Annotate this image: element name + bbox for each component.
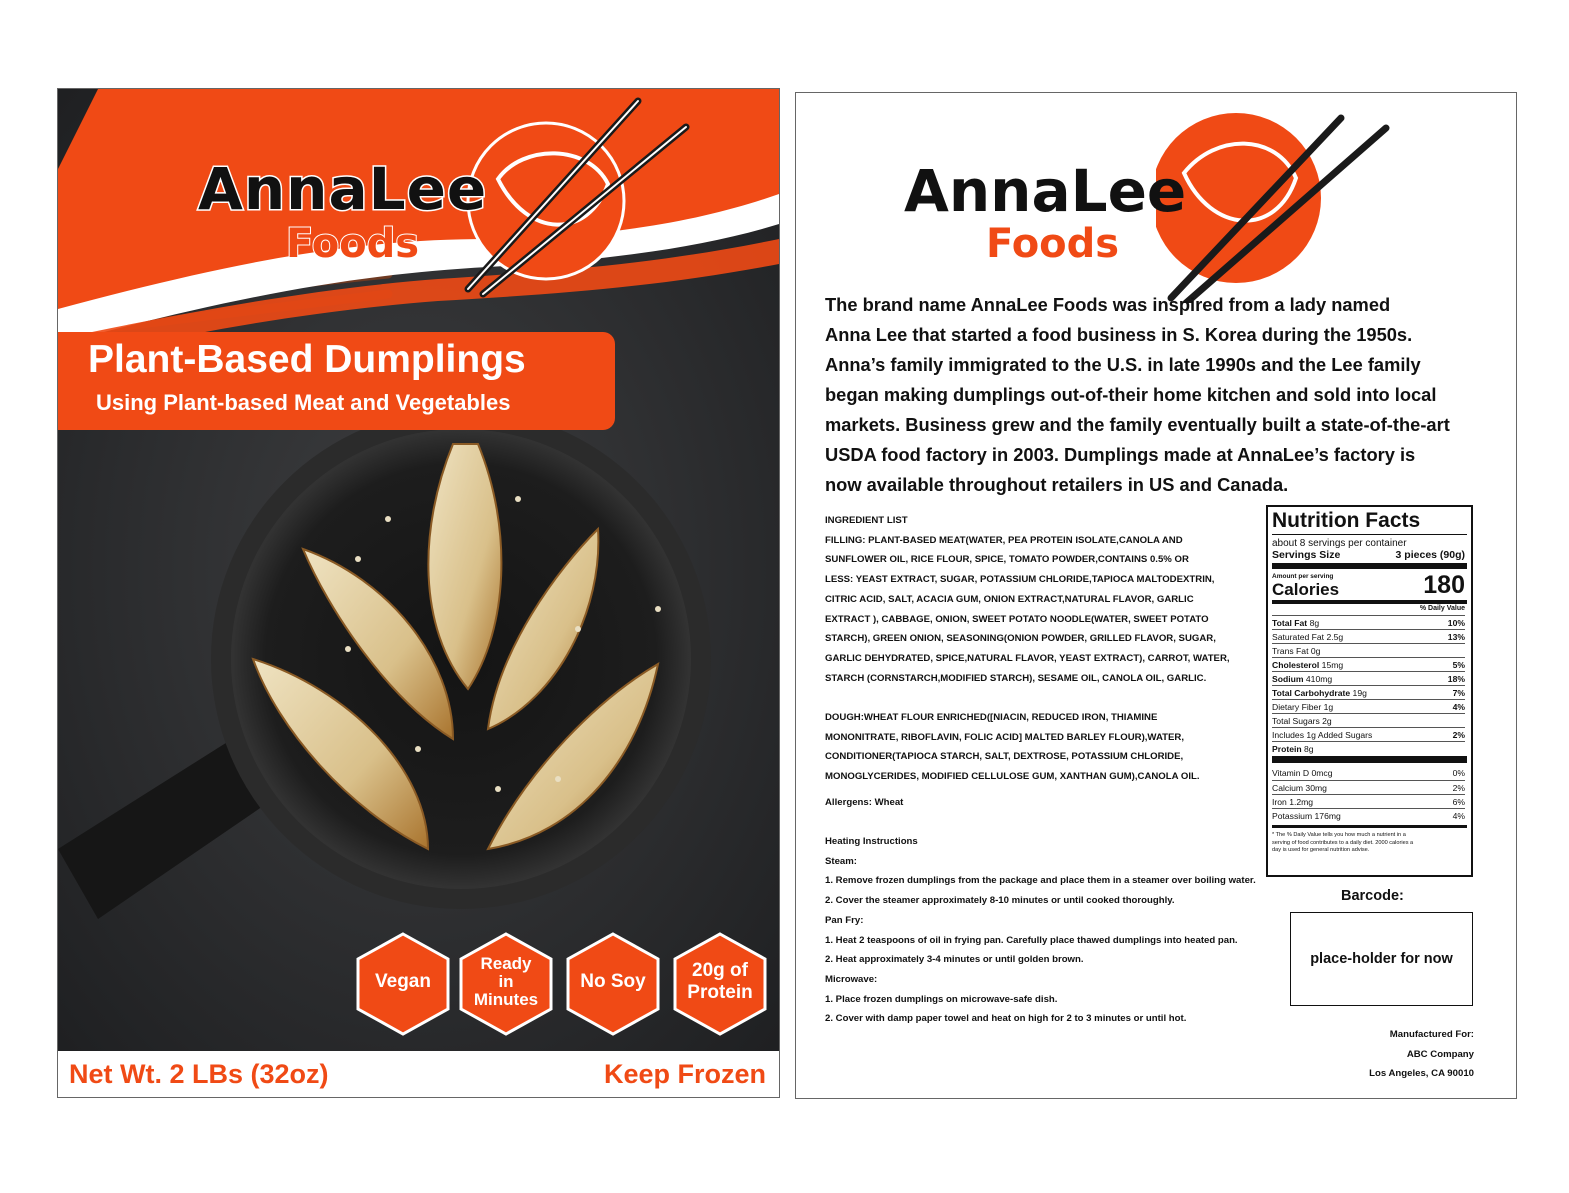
ingredient-line: STARCH), GREEN ONION, SEASONING(ONION POWDER, GRILLED FLAVOR, SUGAR, (825, 633, 1216, 645)
manufacturer-name: ABC Company (1406, 1049, 1474, 1060)
story-line: The brand name AnnaLee Foods was inspired from a lady named (825, 294, 1391, 315)
heating-line: 2. Cover with damp paper towel and heat on high for 2 to 3 minutes or until hot. (825, 1013, 1187, 1025)
nf-row-sat-fat: Saturated Fat 2.5g 13% (1272, 629, 1465, 644)
brand-story (825, 290, 1465, 500)
logo-brand: AnnaLee (198, 155, 488, 223)
story-line: Anna’s family immigrated to the U.S. in late 1990s and the Lee family (825, 354, 1421, 375)
story-line: Anna Lee that started a food business in S. Korea during the 1950s. (825, 324, 1413, 345)
back-panel (795, 92, 1517, 1099)
storage-note: Keep Frozen (603, 1059, 766, 1089)
badge-ready: Ready in Minutes (473, 954, 539, 1009)
nutrition-facts (1266, 505, 1473, 877)
barcode-placeholder-text: place-holder for now (1310, 951, 1453, 967)
ingredient-line: GARLIC DEHYDRATED, SPICE,NATURAL FLAVOR, YEAST EXTRACT), CARROT, WATER, (825, 652, 1230, 664)
nf-amount-label: Amount per serving (1272, 573, 1334, 580)
heating-line: 1. Place frozen dumplings on microwave-safe dish. (825, 993, 1058, 1005)
nf-row-trans-fat: Trans Fat 0g (1272, 643, 1465, 658)
story-line: markets. Business grew and the family eventually built a state-of-the-art (825, 414, 1450, 435)
nf-row-total-fat: Total Fat 8g 10% (1272, 615, 1465, 630)
nf-calories-label: Calories (1272, 580, 1340, 599)
ingredient-list (825, 511, 1230, 813)
story-line: began making dumplings out-of-their home kitchen and sold into local (825, 384, 1437, 405)
front-footer (58, 1051, 779, 1097)
back-logo-brand: AnnaLee (904, 157, 1187, 225)
nf-row-sodium: Sodium 410mg 18% (1272, 671, 1465, 686)
ingredient-heading: INGREDIENT LIST (825, 515, 908, 526)
barcode-placeholder (1290, 912, 1473, 1006)
ingredient-line: CONDITIONER(TAPIOCA STARCH, SALT, DEXTROSE, POTASSIUM CHLORIDE, (825, 751, 1184, 763)
heating-line: 1. Heat 2 teaspoons of oil in frying pan. Carefully place thawed dumplings into heated pan. (825, 934, 1238, 946)
heating-line: Microwave: (825, 973, 878, 985)
nf-row-added-sugars: Includes 1g Added Sugars 2% (1272, 727, 1465, 742)
badge-protein: 20g of Protein (687, 960, 753, 1003)
ingredient-line: DOUGH:WHEAT FLOUR ENRICHED([NIACIN, REDUCED IRON, THIAMINE (825, 712, 1158, 724)
nf-row-calcium: Calcium 30mg 2% (1272, 780, 1465, 795)
nf-dv-header: % Daily Value (1419, 605, 1465, 612)
story-line: USDA food factory in 2003. Dumplings made at AnnaLee’s factory is (825, 444, 1416, 465)
heating-line: 2. Heat approximately 3-4 minutes or until golden brown. (825, 954, 1084, 966)
nf-footnote: * The % Daily Value tells you how much a nutrient in a serving of food contributes to a daily diet. 2000 calories a day is used for general nutrition advise. (1272, 832, 1414, 853)
ingredient-line: LESS: YEAST EXTRACT, SUGAR, POTASSIUM CHLORIDE,TAPIOCA MALTODEXTRIN, (825, 574, 1215, 586)
heating-line: Steam: (825, 855, 857, 867)
heating-line: 1. Remove frozen dumplings from the package and place them in a steamer over boiling water. (825, 875, 1256, 887)
nf-row-vitamin-d: Vitamin D 0mcg 0% (1272, 768, 1465, 778)
heating-heading: Heating Instructions (825, 836, 918, 847)
title-banner (58, 332, 615, 430)
nf-row-carbs: Total Carbohydrate 19g 7% (1272, 685, 1465, 700)
front-logo (198, 155, 528, 275)
nf-servings-per: about 8 servings per container (1272, 538, 1407, 549)
front-panel (57, 88, 780, 1098)
back-logo-sub: Foods (986, 221, 1120, 267)
product-subtitle: Using Plant-based Meat and Vegetables (96, 390, 511, 415)
nf-calories: 180 (1423, 571, 1465, 599)
nf-serving-size-label: Servings Size (1272, 549, 1341, 561)
nf-row-cholesterol: Cholesterol 15mg 5% (1272, 657, 1465, 672)
manufacturer-address: Los Angeles, CA 90010 (1369, 1068, 1474, 1079)
nf-title: Nutrition Facts (1272, 509, 1421, 532)
heating-line: 2. Cover the steamer approximately 8-10 minutes or until cooked thoroughly. (825, 895, 1175, 907)
nf-row-sugars: Total Sugars 2g (1272, 713, 1465, 728)
nf-row-potassium: Potassium 176mg 4% (1272, 808, 1465, 823)
barcode-label: Barcode: (1341, 888, 1404, 904)
nf-serving-size: 3 pieces (90g) (1395, 549, 1465, 561)
nf-row-protein: Protein 8g (1272, 741, 1465, 756)
ingredient-line: FILLING: PLANT-BASED MEAT(WATER, PEA PROTEIN ISOLATE,CANOLA AND (825, 534, 1183, 546)
product-title: Plant-Based Dumplings (88, 338, 526, 381)
story-line: now available throughout retailers in US and Canada. (825, 474, 1289, 495)
manufacturer-label: Manufactured For: (1389, 1029, 1474, 1040)
logo-sub: Foods (286, 221, 420, 267)
ingredient-line: MONOGLYCERIDES, MODIFIED CELLULOSE GUM, XANTHAN GUM),CANOLA OIL. (825, 771, 1200, 783)
ingredient-line: SUNFLOWER OIL, RICE FLOUR, SPICE, TOMATO POWDER,CONTAINS 0.5% OR (825, 554, 1189, 566)
badge-vegan: Vegan (375, 971, 431, 992)
net-weight: Net Wt. 2 LBs (32oz) (69, 1059, 329, 1089)
nf-row-fiber: Dietary Fiber 1g 4% (1272, 699, 1465, 714)
heating-instructions (825, 832, 1256, 1029)
allergens: Allergens: Wheat (825, 796, 904, 808)
back-logo (904, 157, 1224, 277)
badge-no-soy: No Soy (580, 971, 646, 992)
ingredient-line: CITRIC ACID, SALT, ACACIA GUM, ONION EXTRACT,NATURAL FLAVOR, GARLIC (825, 593, 1194, 605)
ingredient-line: EXTRACT ), CABBAGE, ONION, SWEET POTATO NOODLE(WATER, SWEET POTATO (825, 613, 1209, 625)
ingredient-line: STARCH (CORNSTARCH,MODIFIED STARCH), SESAME OIL, CANOLA OIL, GARLIC. (825, 672, 1207, 684)
heating-line: Pan Fry: (825, 914, 864, 926)
ingredient-line: MONONITRATE, RIBOFLAVIN, FOLIC ACID] MALTED BARLEY FLOUR),WATER, (825, 731, 1185, 743)
nf-row-iron: Iron 1.2mg 6% (1272, 794, 1465, 809)
